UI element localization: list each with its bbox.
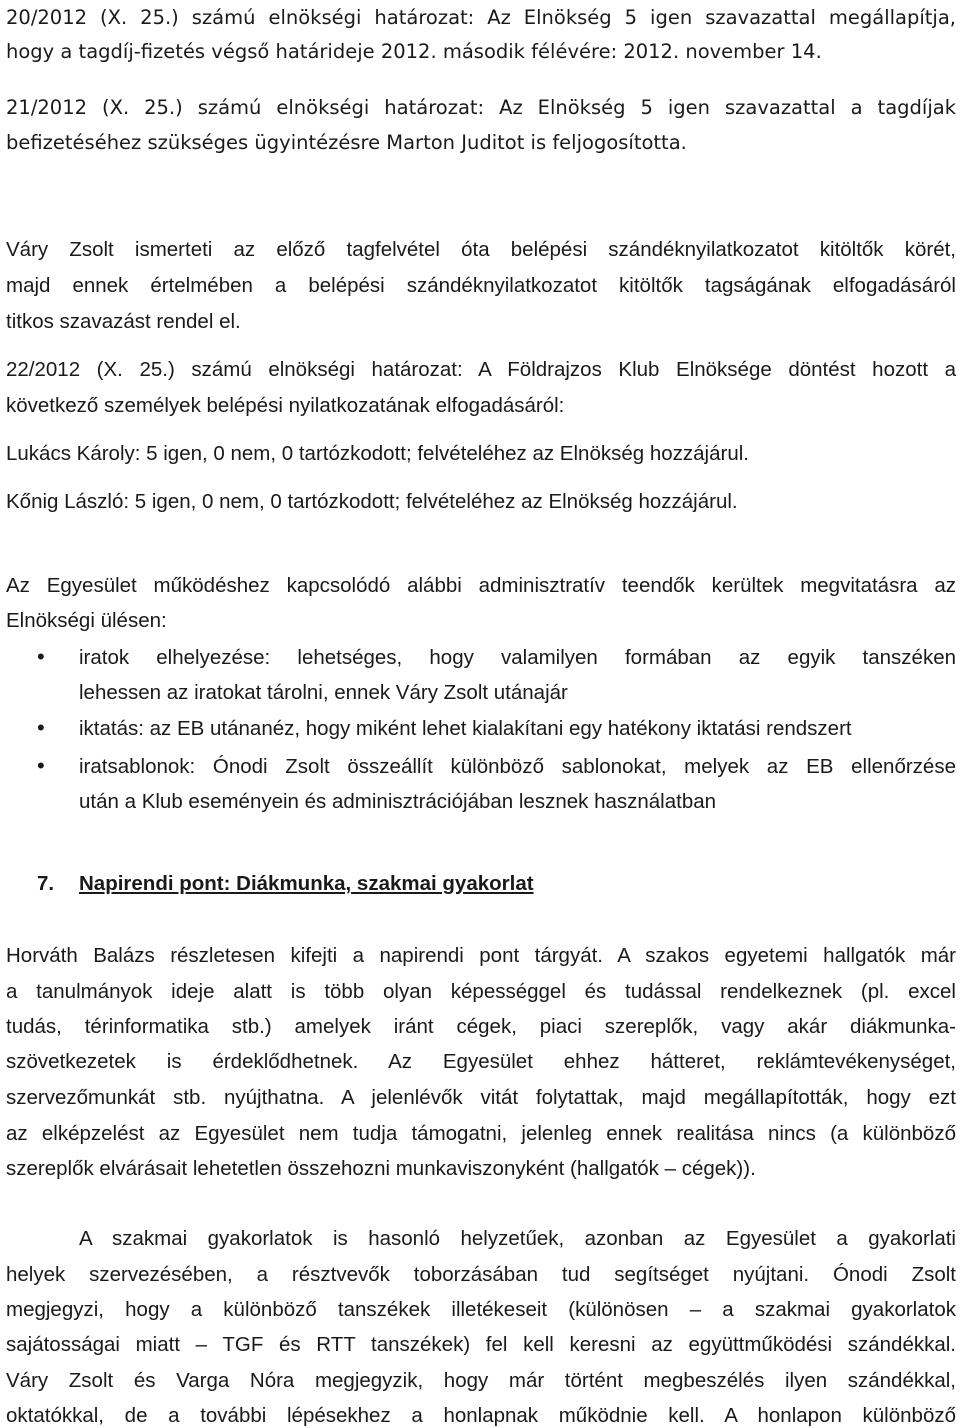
- szakmai-line-6: oktatókkal, de a további lépésekhez a honlapnak működnie kell. A honlapon különböző: [6, 1404, 956, 1427]
- vote-konig: Kőnig László: 5 igen, 0 nem, 0 tartózkodott; felvételéhez az Elnökség hozzájárul.: [6, 490, 738, 513]
- horvath-line-4: szövetkezetek is érdeklődhetnek. Az Egyesület ehhez hátteret, reklámtevékenységet,: [6, 1050, 956, 1073]
- vote-lukacs: Lukács Károly: 5 igen, 0 nem, 0 tartózkodott; felvételéhez az Elnökség hozzájárul.: [6, 442, 749, 465]
- decision-20-line-2: hogy a tagdíj-fizetés végső határideje 2012. második félévére: 2012. november 14.: [6, 40, 822, 63]
- bullet-icon: •: [37, 644, 45, 669]
- bullet-1-line-2: lehessen az iratokat tárolni, ennek Váry Zsolt utánajár: [79, 681, 568, 704]
- section-title: Napirendi pont: Diákmunka, szakmai gyakorlat: [79, 872, 534, 895]
- section-number: 7.: [37, 872, 55, 895]
- horvath-line-1: Horváth Balázs részletesen kifejti a napirendi pont tárgyát. A szakos egyetemi hallgatók már: [6, 944, 956, 967]
- horvath-line-7: szereplők elvárásait lehetetlen összehozni munkaviszonyként (hallgatók – cégek)).: [6, 1157, 756, 1180]
- bullet-icon: •: [37, 715, 45, 740]
- decision-21-line-1: 21/2012 (X. 25.) számú elnökségi határozat: Az Elnökség 5 igen szavazattal a tagdíjak: [6, 96, 956, 119]
- decision-22-line-1: 22/2012 (X. 25.) számú elnökségi határozat: A Földrajzos Klub Elnöksége döntést hozott a: [6, 358, 956, 381]
- horvath-line-2: a tanulmányok ideje alatt is több olyan képességgel és tudással rendelkeznek (pl. excel: [6, 980, 956, 1003]
- admin-line-2: Elnökségi ülésen:: [6, 609, 167, 632]
- szakmai-line-3: megjegyzi, hogy a különböző tanszékek illetékeseit (különösen – a szakmai gyakorlatok: [6, 1298, 956, 1321]
- szakmai-line-2: helyek szervezésében, a résztvevők toborzásában tud segítséget nyújtani. Ónodi Zsolt: [6, 1263, 956, 1286]
- decision-22-line-2: következő személyek belépési nyilatkozatának elfogadásáról:: [6, 394, 565, 417]
- szakmai-line-5: Váry Zsolt és Varga Nóra megjegyzik, hogy már történt megbeszélés ilyen szándékkal,: [6, 1369, 956, 1392]
- vary-line-1: Váry Zsolt ismerteti az előző tagfelvétel óta belépési szándéknyilatkozatot kitöltők körét,: [6, 238, 956, 261]
- szakmai-line-1: A szakmai gyakorlatok is hasonló helyzetűek, azonban az Egyesület a gyakorlati: [79, 1227, 956, 1250]
- horvath-line-5: szervezőmunkát stb. nyújthatna. A jelenlévők vitát folytattak, majd megállapították, hogy ezt: [6, 1086, 956, 1109]
- vary-line-2: majd ennek értelmében a belépési szándéknyilatkozatot kitöltők tagságának elfogadásáról: [6, 274, 956, 297]
- bullet-2: iktatás: az EB utánanéz, hogy miként lehet kialakítani egy hatékony iktatási rendszert: [79, 717, 852, 740]
- horvath-line-6: az elképzelést az Egyesület nem tudja támogatni, jelenleg ennek realitása nincs (a különböző: [6, 1122, 956, 1145]
- szakmai-line-4: sajátosságai miatt – TGF és RTT tanszékek) fel kell keresni az együttműködési szándékkal.: [6, 1333, 956, 1356]
- bullet-3-line-2: után a Klub eseményein és adminisztrációjában lesznek használatban: [79, 790, 717, 813]
- admin-line-1: Az Egyesület működéshez kapcsolódó alábbi adminisztratív teendők kerültek megvitatásra az: [6, 574, 956, 597]
- bullet-3-line-1: iratsablonok: Ónodi Zsolt összeállít különböző sablonokat, melyek az EB ellenőrzése: [79, 755, 956, 778]
- horvath-line-3: tudás, térinformatika stb.) amelyek iránt cégek, piaci szereplők, vagy akár diákmunka-: [6, 1015, 956, 1038]
- bullet-icon: •: [37, 753, 45, 778]
- bullet-1-line-1: iratok elhelyezése: lehetséges, hogy valamilyen formában az egyik tanszéken: [79, 646, 956, 669]
- decision-21-line-2: befizetéséhez szükséges ügyintézésre Marton Juditot is feljogosította.: [6, 131, 687, 154]
- vary-line-3: titkos szavazást rendel el.: [6, 310, 241, 333]
- decision-20-line-1: 20/2012 (X. 25.) számú elnökségi határozat: Az Elnökség 5 igen szavazattal megállapítja,: [6, 6, 956, 29]
